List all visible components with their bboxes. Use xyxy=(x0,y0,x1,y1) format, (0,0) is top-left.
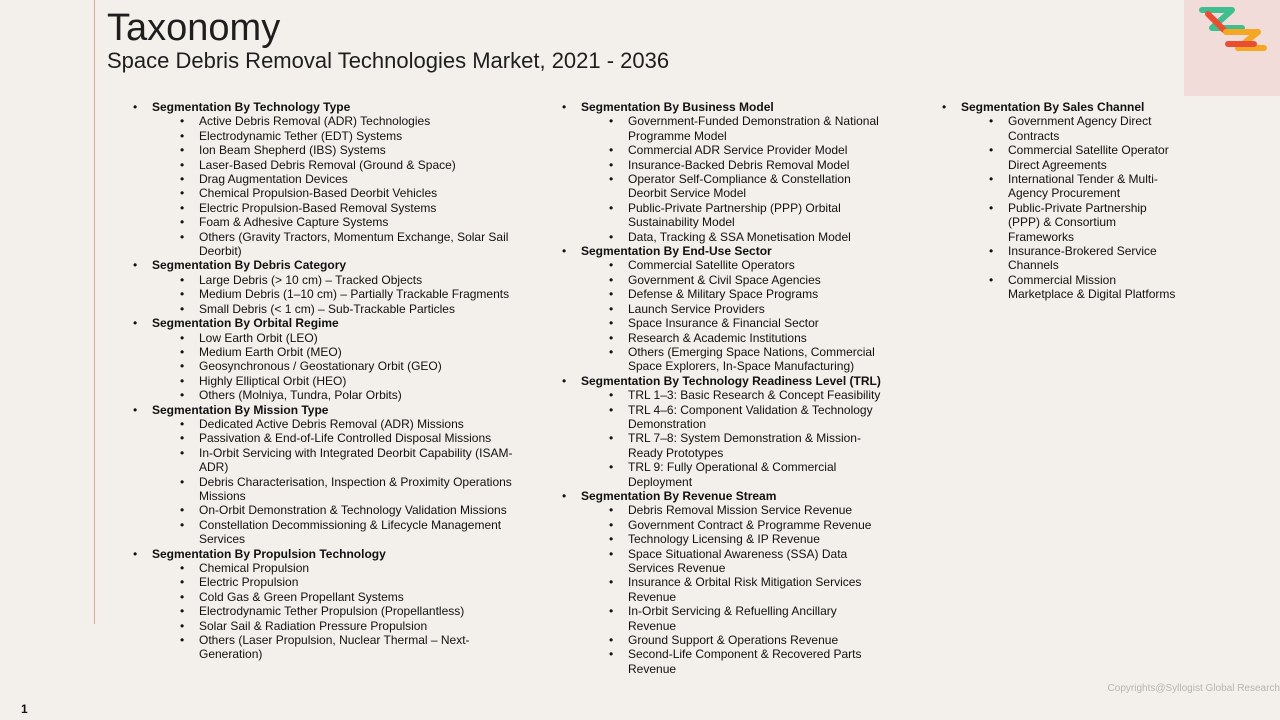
segment-heading: • Segmentation By Revenue Stream xyxy=(562,489,902,503)
segment-item: • Second-Life Component & Recovered Parts Revenue xyxy=(609,647,882,676)
segment-heading: • Segmentation By Technology Type xyxy=(133,100,533,114)
segment-item: • Ion Beam Shepherd (IBS) Systems xyxy=(180,143,513,157)
segment-item: • Geosynchronous / Geostationary Orbit (GEO) xyxy=(180,359,513,373)
segment-item: • Laser-Based Debris Removal (Ground & Space) xyxy=(180,158,513,172)
segment-item: • Commercial Satellite Operator Direct Agreements xyxy=(989,143,1176,172)
segment-item: • Chemical Propulsion xyxy=(180,561,513,575)
segment-heading: • Segmentation By Orbital Regime xyxy=(133,316,533,330)
segment-item: • Commercial ADR Service Provider Model xyxy=(609,143,882,157)
segment-item: • Cold Gas & Green Propellant Systems xyxy=(180,590,513,604)
segment-item: • Public-Private Partnership (PPP) & Consortium Frameworks xyxy=(989,201,1176,244)
copyright-notice: Copyrights@Syllogist Global Research xyxy=(1107,683,1280,694)
taxonomy-column-3 xyxy=(942,100,1182,302)
segment-item: • Space Situational Awareness (SSA) Data Services Revenue xyxy=(609,547,882,576)
segment-item: • TRL 4–6: Component Validation & Technology Demonstration xyxy=(609,403,882,432)
segment-item: • Research & Academic Institutions xyxy=(609,331,882,345)
segment-item: • Others (Molniya, Tundra, Polar Orbits) xyxy=(180,388,513,402)
segment-item: • Operator Self-Compliance & Constellation Deorbit Service Model xyxy=(609,172,882,201)
segment-item: • TRL 1–3: Basic Research & Concept Feasibility xyxy=(609,388,882,402)
page-title: Taxonomy xyxy=(107,7,281,49)
segment-item: • Commercial Satellite Operators xyxy=(609,258,882,272)
segment-item: • In-Orbit Servicing & Refuelling Ancillary Revenue xyxy=(609,604,882,633)
segment-item: • Passivation & End-of-Life Controlled Disposal Missions xyxy=(180,431,513,445)
segment-item: • Active Debris Removal (ADR) Technologies xyxy=(180,114,513,128)
segment-item: • Electric Propulsion-Based Removal Systems xyxy=(180,201,513,215)
segment-item: • Chemical Propulsion-Based Deorbit Vehicles xyxy=(180,186,513,200)
segment-item: • Defense & Military Space Programs xyxy=(609,287,882,301)
segment-heading: • Segmentation By Sales Channel xyxy=(942,100,1182,114)
segment-item: • Ground Support & Operations Revenue xyxy=(609,633,882,647)
segment-item: • Commercial Mission Marketplace & Digital Platforms xyxy=(989,273,1176,302)
segment-heading: • Segmentation By Mission Type xyxy=(133,403,533,417)
segment-item: • Drag Augmentation Devices xyxy=(180,172,513,186)
segment-item: • Medium Earth Orbit (MEO) xyxy=(180,345,513,359)
segment-item: • Launch Service Providers xyxy=(609,302,882,316)
segment-item: • Government-Funded Demonstration & National Programme Model xyxy=(609,114,882,143)
segment-item: • Space Insurance & Financial Sector xyxy=(609,316,882,330)
brand-logo xyxy=(1184,0,1280,96)
segment-heading: • Segmentation By End-Use Sector xyxy=(562,244,902,258)
taxonomy-column-2 xyxy=(562,100,902,676)
segment-item: • Small Debris (< 1 cm) – Sub-Trackable Particles xyxy=(180,302,513,316)
segment-item: • Data, Tracking & SSA Monetisation Model xyxy=(609,230,882,244)
segment-item: • Technology Licensing & IP Revenue xyxy=(609,532,882,546)
segment-item: • Public-Private Partnership (PPP) Orbital Sustainability Model xyxy=(609,201,882,230)
page-number: 1 xyxy=(21,702,28,716)
segment-item: • TRL 9: Fully Operational & Commercial Deployment xyxy=(609,460,882,489)
taxonomy-column-1 xyxy=(133,100,533,662)
syllogist-logo-icon xyxy=(1198,4,1270,52)
accent-divider xyxy=(94,0,95,624)
segment-item: • In-Orbit Servicing with Integrated Deorbit Capability (ISAM-ADR) xyxy=(180,446,513,475)
segment-item: • Debris Removal Mission Service Revenue xyxy=(609,503,882,517)
segment-item: • Electrodynamic Tether Propulsion (Propellantless) xyxy=(180,604,513,618)
segment-heading: • Segmentation By Debris Category xyxy=(133,258,533,272)
segment-item: • Insurance-Brokered Service Channels xyxy=(989,244,1176,273)
segment-item: • Debris Characterisation, Inspection & Proximity Operations Missions xyxy=(180,475,513,504)
segment-item: • Constellation Decommissioning & Lifecycle Management Services xyxy=(180,518,513,547)
segment-item: • Solar Sail & Radiation Pressure Propulsion xyxy=(180,619,513,633)
segment-item: • On-Orbit Demonstration & Technology Validation Missions xyxy=(180,503,513,517)
segment-item: • Electrodynamic Tether (EDT) Systems xyxy=(180,129,513,143)
segment-item: • Large Debris (> 10 cm) – Tracked Objects xyxy=(180,273,513,287)
segment-item: • Government & Civil Space Agencies xyxy=(609,273,882,287)
segment-item: • Foam & Adhesive Capture Systems xyxy=(180,215,513,229)
segment-heading: • Segmentation By Technology Readiness Level (TRL) xyxy=(562,374,902,388)
segment-item: • Dedicated Active Debris Removal (ADR) Missions xyxy=(180,417,513,431)
segment-item: • Insurance & Orbital Risk Mitigation Services Revenue xyxy=(609,575,882,604)
segment-item: • Highly Elliptical Orbit (HEO) xyxy=(180,374,513,388)
page-subtitle: Space Debris Removal Technologies Market, 2021 - 2036 xyxy=(107,48,670,73)
segment-item: • TRL 7–8: System Demonstration & Mission-Ready Prototypes xyxy=(609,431,882,460)
segment-item: • Government Agency Direct Contracts xyxy=(989,114,1176,143)
segment-item: • Others (Emerging Space Nations, Commercial Space Explorers, In-Space Manufacturing) xyxy=(609,345,882,374)
segment-item: • Electric Propulsion xyxy=(180,575,513,589)
segment-item: • Low Earth Orbit (LEO) xyxy=(180,331,513,345)
segment-item: • Others (Laser Propulsion, Nuclear Thermal – Next-Generation) xyxy=(180,633,513,662)
segment-item: • Medium Debris (1–10 cm) – Partially Trackable Fragments xyxy=(180,287,513,301)
segment-item: • Others (Gravity Tractors, Momentum Exchange, Solar Sail Deorbit) xyxy=(180,230,513,259)
segment-item: • Government Contract & Programme Revenue xyxy=(609,518,882,532)
segment-heading: • Segmentation By Business Model xyxy=(562,100,902,114)
segment-heading: • Segmentation By Propulsion Technology xyxy=(133,547,533,561)
segment-item: • International Tender & Multi-Agency Procurement xyxy=(989,172,1176,201)
segment-item: • Insurance-Backed Debris Removal Model xyxy=(609,158,882,172)
